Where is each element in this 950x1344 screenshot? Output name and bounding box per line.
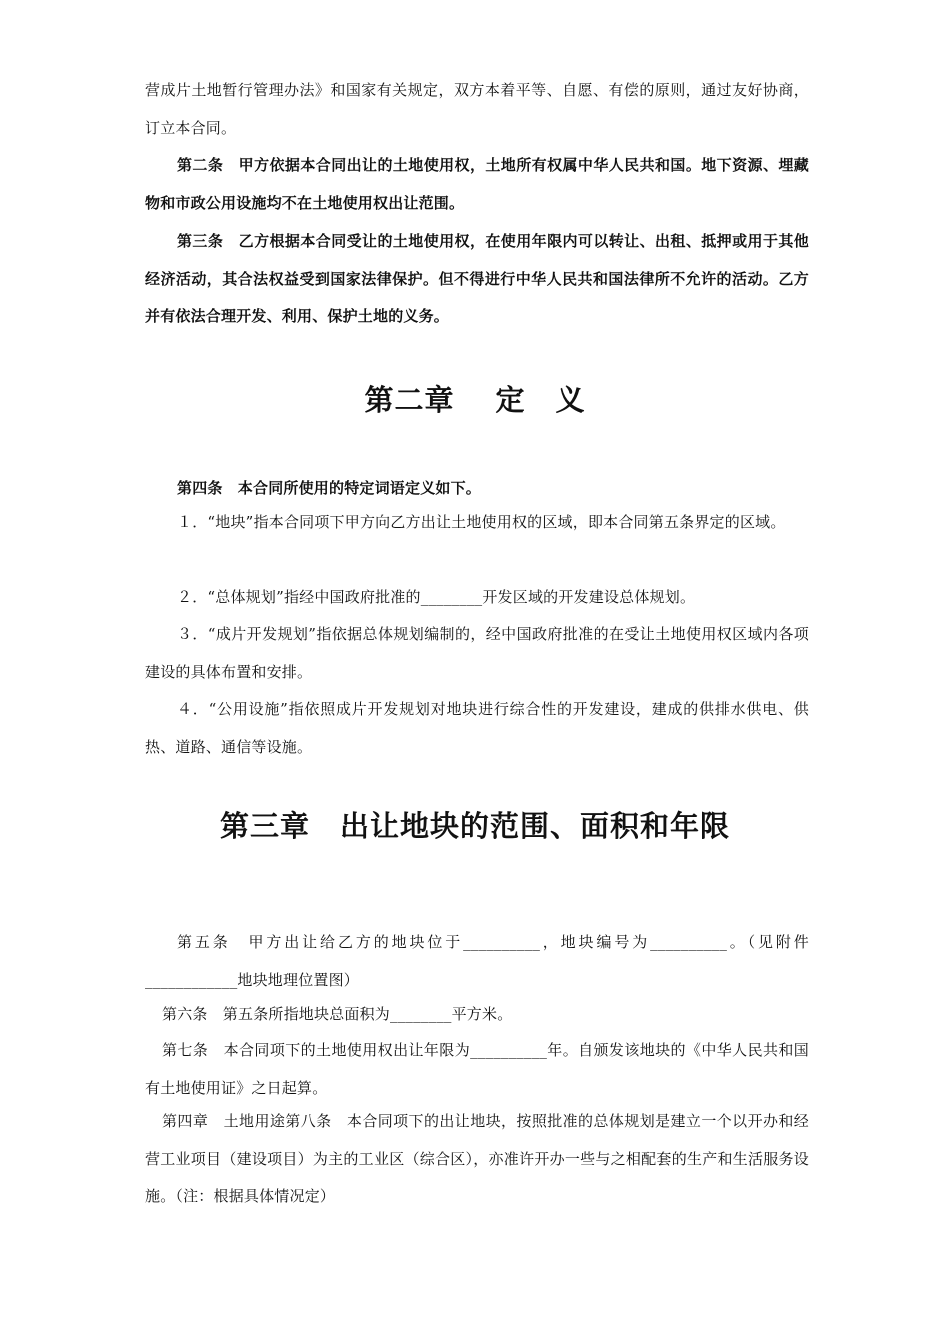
definition-3: ３．“成片开发规划”指依据总体规划编制的，经中国政府批准的在受让土地使用权区域内各项建设的具体布置和安排。	[145, 625, 809, 681]
article-7: 第七条 本合同项下的土地使用权出让年限为__________年。自颁发该地块的《中华人民共和国有土地使用证》之日起算。	[145, 1041, 809, 1097]
article-3: 第三条 乙方根据本合同受让的土地使用权，在使用年限内可以转让、出租、抵押或用于其他经济活动，其合法权益受到国家法律保护。但不得进行中华人民共和国法律所不允许的活动。乙方并有依法合理开发、利用、保护土地的义务。	[145, 232, 809, 325]
article-5: 第五条 甲方出让给乙方的地块位于__________，地块编号为__________。（见附件____________地块地理位置图）	[145, 933, 809, 989]
article-8: 第四章 土地用途第八条 本合同项下的出让地块，按照批准的总体规划是建立一个以开办和经营工业项目（建设项目）为主的工业区（综合区），亦准许开办一些与之相配套的生产和生活服务设施。（注：根据具体情况定）	[145, 1112, 809, 1205]
chapter-3-title: 第三章 出让地块的范围、面积和年限	[219, 809, 730, 843]
chapter-2-title: 第二章 定 义	[364, 383, 586, 417]
article-4: 第四条 本合同所使用的特定词语定义如下。	[177, 479, 482, 497]
definition-4: ４．“公用设施”指依照成片开发规划对地块进行综合性的开发建设，建成的供排水供电、供热、道路、通信等设施。	[145, 700, 809, 756]
definition-1: １．“地块”指本合同项下甲方向乙方出让土地使用权的区域，即本合同第五条界定的区域。	[177, 513, 786, 531]
definition-2: ２．“总体规划”指经中国政府批准的________开发区域的开发建设总体规划。	[177, 588, 696, 606]
intro-paragraph: 营成片土地暂行管理办法》和国家有关规定，双方本着平等、自愿、有偿的原则，通过友好协商，订立本合同。	[145, 81, 809, 137]
article-6: 第六条 第五条所指地块总面积为________平方米。	[162, 1005, 513, 1023]
article-2: 第二条 甲方依据本合同出让的土地使用权，土地所有权属中华人民共和国。地下资源、埋藏物和市政公用设施均不在土地使用权出让范围。	[145, 156, 809, 212]
